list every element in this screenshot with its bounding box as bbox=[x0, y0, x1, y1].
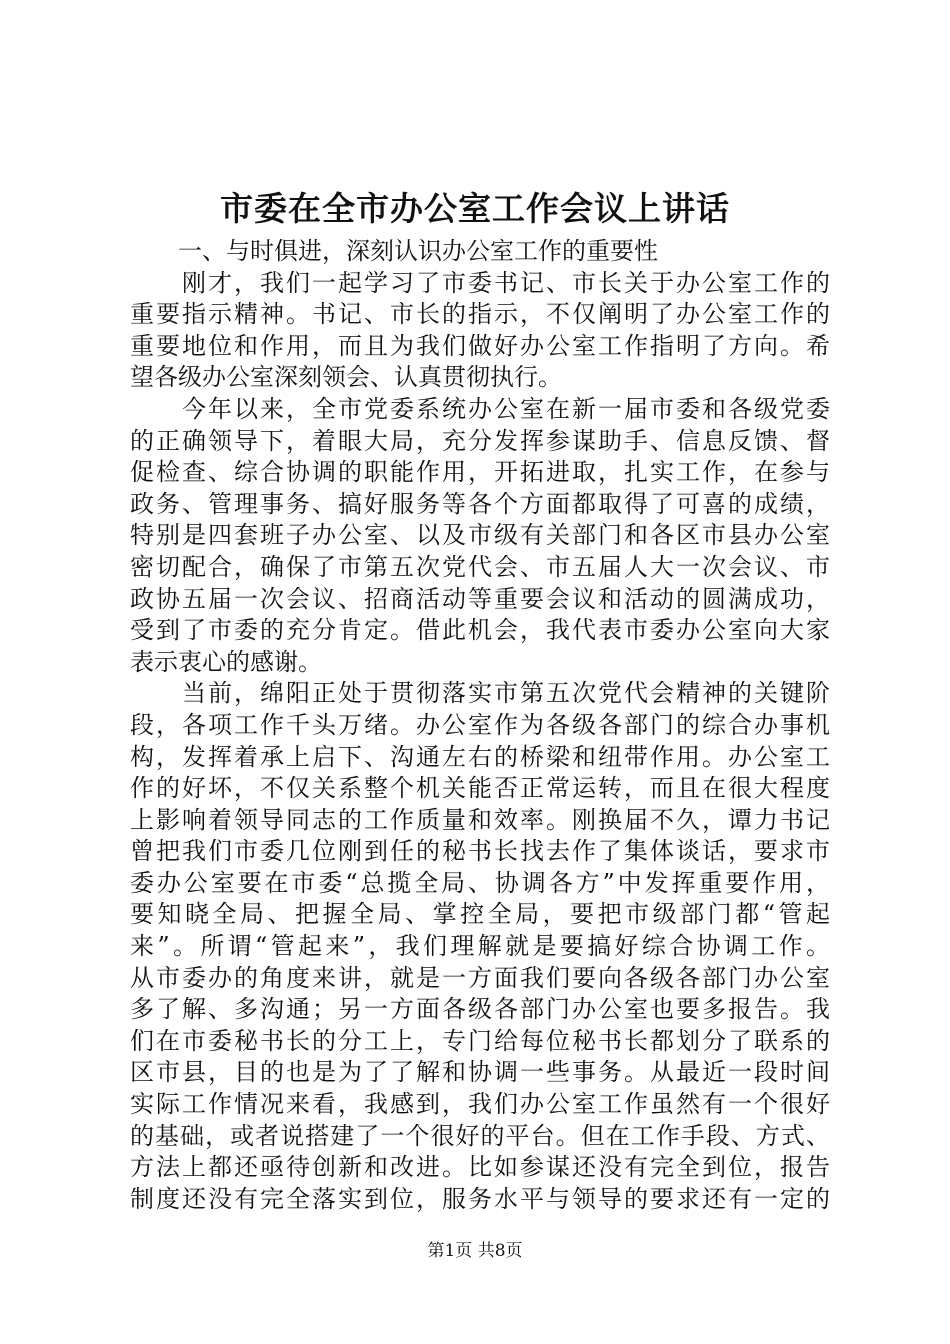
document-title: 市委在全市办公室工作会议上讲话 bbox=[220, 189, 730, 228]
body-line: 从市委办的角度来讲，就是一方面我们要向各级各部门办公室 bbox=[130, 963, 830, 992]
body-line: 表示衷心的感谢。 bbox=[130, 647, 322, 676]
document-body bbox=[130, 236, 830, 1215]
body-line: 望各级办公室深刻领会、认真贯彻执行。 bbox=[130, 363, 562, 392]
body-line: 特别是四套班子办公室、以及市级有关部门和各区市县办公室 bbox=[130, 521, 830, 550]
body-line: 受到了市委的充分肯定。借此机会，我代表市委办公室向大家 bbox=[130, 616, 830, 645]
body-line: 制度还没有完全落实到位，服务水平与领导的要求还有一定的 bbox=[130, 1184, 830, 1213]
body-line: 上影响着领导同志的工作质量和效率。刚换届不久，谭力书记 bbox=[130, 805, 830, 834]
page-number: 第1页 共8页 bbox=[427, 1241, 523, 1261]
body-line: 重要指示精神。书记、市长的指示，不仅阐明了办公室工作的 bbox=[130, 300, 830, 329]
body-line: 重要地位和作用，而且为我们做好办公室工作指明了方向。希 bbox=[130, 331, 830, 360]
body-line: 今年以来，全市党委系统办公室在新一届市委和各级党委 bbox=[130, 394, 830, 423]
section-heading: 一、与时俱进，深刻认识办公室工作的重要性 bbox=[130, 237, 658, 265]
body-line: 委办公室要在市委“总揽全局、协调各方”中发挥重要作用， bbox=[130, 868, 830, 897]
body-line: 来”。所谓“管起来”，我们理解就是要搞好综合协调工作。 bbox=[130, 932, 830, 961]
body-line: 要知晓全局、把握全局、掌控全局，要把市级部门都“管起 bbox=[130, 900, 830, 929]
body-line: 的基础，或者说搭建了一个很好的平台。但在工作手段、方式、 bbox=[130, 1121, 830, 1150]
body-line: 构，发挥着承上启下、沟通左右的桥梁和纽带作用。办公室工 bbox=[130, 742, 830, 771]
body-line: 刚才，我们一起学习了市委书记、市长关于办公室工作的 bbox=[130, 268, 830, 297]
body-line: 政务、管理事务、搞好服务等各个方面都取得了可喜的成绩， bbox=[130, 489, 830, 518]
body-line: 段，各项工作千头万绪。办公室作为各级各部门的综合办事机 bbox=[130, 710, 830, 739]
body-line: 实际工作情况来看，我感到，我们办公室工作虽然有一个很好 bbox=[130, 1090, 830, 1119]
body-line: 方法上都还亟待创新和改进。比如参谋还没有完全到位，报告 bbox=[130, 1153, 830, 1182]
body-line: 当前，绵阳正处于贯彻落实市第五次党代会精神的关键阶 bbox=[130, 679, 830, 708]
body-line: 的正确领导下，着眼大局，充分发挥参谋助手、信息反馈、督 bbox=[130, 426, 830, 455]
body-line: 作的好坏，不仅关系整个机关能否正常运转，而且在很大程度 bbox=[130, 774, 830, 803]
body-line: 曾把我们市委几位刚到任的秘书长找去作了集体谈话，要求市 bbox=[130, 837, 830, 866]
body-line: 多了解、多沟通；另一方面各级各部门办公室也要多报告。我 bbox=[130, 995, 830, 1024]
body-line: 政协五届一次会议、招商活动等重要会议和活动的圆满成功， bbox=[130, 584, 830, 613]
body-line: 密切配合，确保了市第五次党代会、市五届人大一次会议、市 bbox=[130, 552, 830, 581]
body-line: 们在市委秘书长的分工上，专门给每位秘书长都划分了联系的 bbox=[130, 1026, 830, 1055]
body-line: 促检查、综合协调的职能作用，开拓进取，扎实工作，在参与 bbox=[130, 458, 830, 487]
body-line: 区市县，目的也是为了了解和协调一些事务。从最近一段时间 bbox=[130, 1058, 830, 1087]
